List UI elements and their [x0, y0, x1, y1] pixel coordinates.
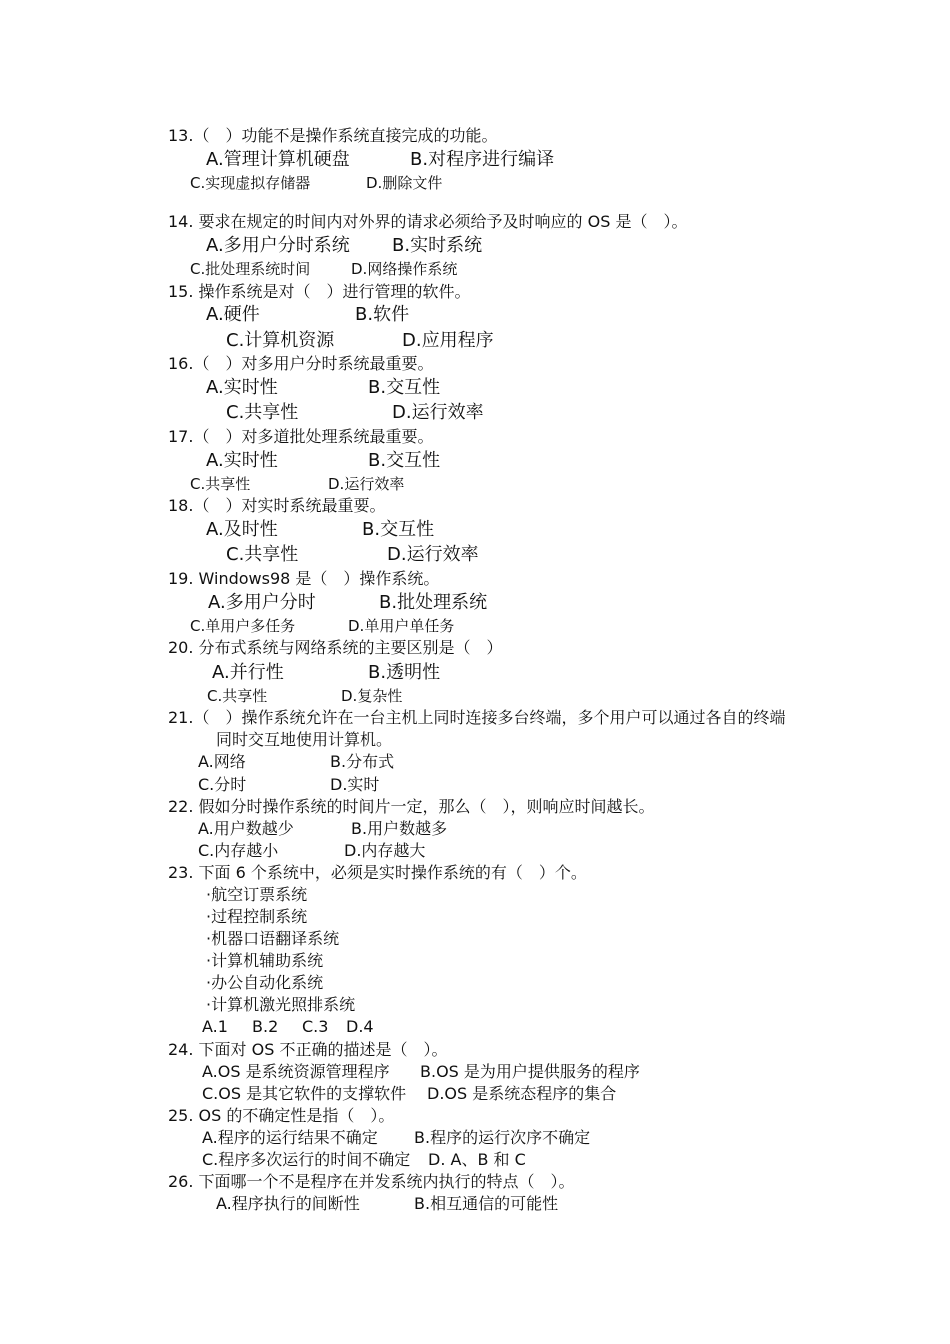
question-23-item: ·办公自动化系统	[206, 973, 324, 992]
question-18-option-a: A.及时性	[206, 519, 278, 540]
question-21-option-b: B.分布式	[330, 752, 395, 771]
question-16-option-c: C.共享性	[226, 402, 299, 423]
question-26-stem: 26. 下面哪一个不是程序在并发系统内执行的特点（ ）。	[168, 1172, 575, 1191]
question-24-option-c: C.OS 是其它软件的支撑软件	[202, 1084, 407, 1103]
question-23-option-c: C.3	[302, 1017, 329, 1036]
question-23-option-a: A.1	[202, 1017, 228, 1036]
question-14-option-a: A.多用户分时系统	[206, 235, 350, 256]
question-18-option-c: C.共享性	[226, 544, 299, 565]
question-25-stem: 25. OS 的不确定性是指（ ）。	[168, 1106, 395, 1125]
question-15-option-c: C.计算机资源	[226, 330, 335, 351]
question-20-stem: 20. 分布式系统与网络系统的主要区别是（ ）	[168, 638, 503, 657]
question-17-option-d: D.运行效率	[328, 475, 405, 493]
question-19-option-a: A.多用户分时	[208, 592, 316, 613]
question-21-stem-continued: 同时交互地使用计算机。	[216, 730, 393, 749]
question-21-option-c: C.分时	[198, 775, 247, 794]
question-22-option-a: A.用户数越少	[198, 819, 294, 838]
question-14-option-b: B.实时系统	[392, 235, 483, 256]
question-14-stem: 14. 要求在规定的时间内对外界的请求必须给予及时响应的 OS 是（ ）。	[168, 212, 688, 231]
question-16-option-d: D.运行效率	[392, 402, 484, 423]
question-23-item: ·计算机激光照排系统	[206, 995, 356, 1014]
question-21-option-d: D.实时	[330, 775, 380, 794]
question-19-stem: 19. Windows98 是（ ）操作系统。	[168, 569, 440, 588]
question-15-option-d: D.应用程序	[402, 330, 494, 351]
question-24-option-b: B.OS 是为用户提供服务的程序	[420, 1062, 640, 1081]
question-22-stem: 22. 假如分时操作系统的时间片一定，那么（ ），则响应时间越长。	[168, 797, 655, 816]
question-22-option-c: C.内存越小	[198, 841, 279, 860]
question-19-option-c: C.单用户多任务	[190, 617, 296, 635]
question-17-option-c: C.共享性	[190, 475, 251, 493]
question-26-option-a: A.程序执行的间断性	[216, 1194, 360, 1213]
question-21-stem: 21.（ ）操作系统允许在一台主机上同时连接多台终端，多个用户可以通过各自的终端	[168, 708, 786, 727]
question-23-item: ·计算机辅助系统	[206, 951, 324, 970]
question-16-option-b: B.交互性	[368, 377, 441, 398]
question-25-option-b: B.程序的运行次序不确定	[414, 1128, 591, 1147]
question-25-option-a: A.程序的运行结果不确定	[202, 1128, 378, 1147]
question-16-stem: 16.（ ）对多用户分时系统最重要。	[168, 354, 434, 373]
question-25-option-d: D. A、B 和 C	[428, 1150, 526, 1169]
question-17-option-b: B.交互性	[368, 450, 441, 471]
question-23-option-d: D.4	[346, 1017, 374, 1036]
question-14-option-d: D.网络操作系统	[351, 260, 458, 278]
question-26-option-b: B.相互通信的可能性	[414, 1194, 559, 1213]
question-23-item: ·机器口语翻译系统	[206, 929, 340, 948]
question-17-option-a: A.实时性	[206, 450, 278, 471]
question-20-option-d: D.复杂性	[341, 687, 403, 705]
question-18-option-d: D.运行效率	[387, 544, 479, 565]
question-21-option-a: A.网络	[198, 752, 246, 771]
question-23-option-b: B.2	[252, 1017, 279, 1036]
question-19-option-b: B.批处理系统	[379, 592, 488, 613]
question-13-option-c: C.实现虚拟存储器	[190, 174, 311, 192]
question-19-option-d: D.单用户单任务	[348, 617, 455, 635]
question-23-item: ·过程控制系统	[206, 907, 308, 926]
question-20-option-b: B.透明性	[368, 662, 441, 683]
question-22-option-d: D.内存越大	[344, 841, 426, 860]
question-13-option-d: D.删除文件	[366, 174, 443, 192]
question-15-option-b: B.软件	[355, 304, 410, 325]
question-23-stem: 23. 下面 6 个系统中，必须是实时操作系统的有（ ）个。	[168, 863, 587, 882]
question-16-option-a: A.实时性	[206, 377, 278, 398]
question-18-stem: 18.（ ）对实时系统最重要。	[168, 496, 386, 515]
question-18-option-b: B.交互性	[362, 519, 435, 540]
question-13-option-a: A.管理计算机硬盘	[206, 149, 350, 170]
question-24-option-a: A.OS 是系统资源管理程序	[202, 1062, 390, 1081]
question-15-option-a: A.硬件	[206, 304, 260, 325]
question-17-stem: 17.（ ）对多道批处理系统最重要。	[168, 427, 434, 446]
question-15-stem: 15. 操作系统是对（ ）进行管理的软件。	[168, 282, 471, 301]
question-22-option-b: B.用户数越多	[351, 819, 448, 838]
question-14-option-c: C.批处理系统时间	[190, 260, 311, 278]
question-13-stem: 13.（ ）功能不是操作系统直接完成的功能。	[168, 126, 498, 145]
question-13-option-b: B.对程序进行编译	[410, 149, 555, 170]
question-24-option-d: D.OS 是系统态程序的集合	[427, 1084, 617, 1103]
question-20-option-a: A.并行性	[212, 662, 284, 683]
question-24-stem: 24. 下面对 OS 不正确的描述是（ ）。	[168, 1040, 448, 1059]
question-20-option-c: C.共享性	[207, 687, 268, 705]
question-23-item: ·航空订票系统	[206, 885, 308, 904]
question-25-option-c: C.程序多次运行的时间不确定	[202, 1150, 411, 1169]
